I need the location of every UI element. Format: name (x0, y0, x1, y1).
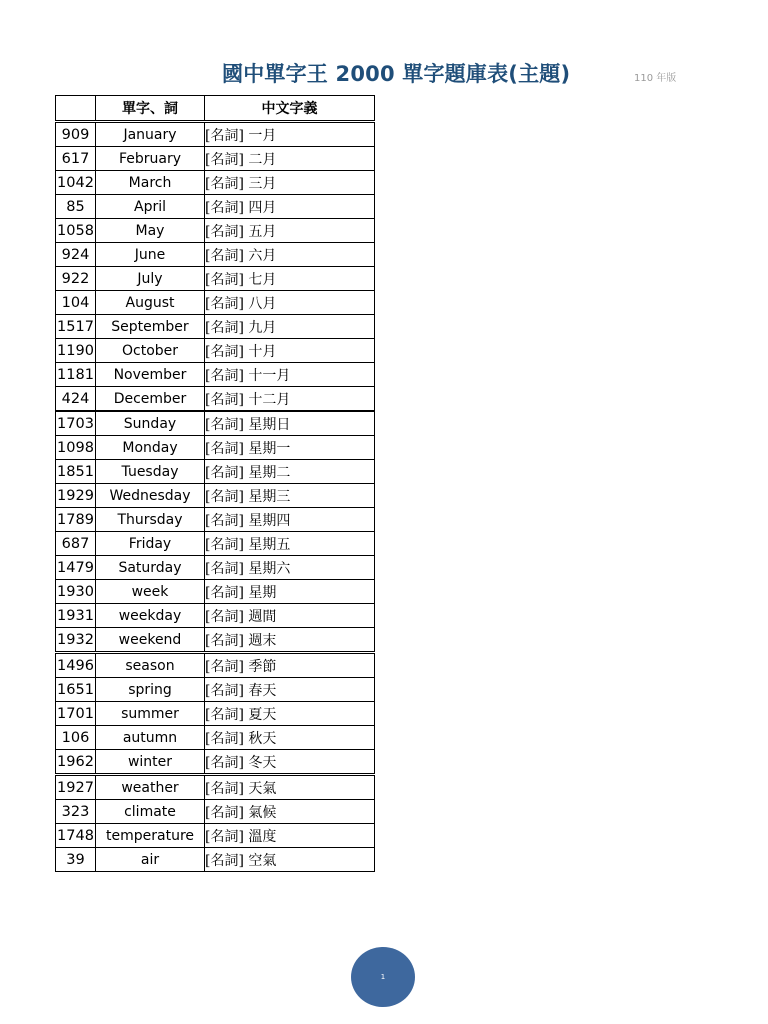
word-number-cell: 909 (56, 122, 96, 147)
header-meaning: 中文字義 (205, 96, 375, 122)
meaning-cell: [名詞] 週末 (205, 628, 375, 653)
word-number-cell: 1479 (56, 556, 96, 580)
word-cell: April (96, 195, 205, 219)
word-number-cell: 1930 (56, 580, 96, 604)
table-row (56, 411, 375, 436)
meaning-cell: [名詞] 十二月 (205, 387, 375, 412)
table-row (56, 824, 375, 848)
page-number-badge (351, 947, 415, 1007)
word-cell: season (96, 653, 205, 678)
meaning-cell: [名詞] 星期日 (205, 411, 375, 436)
meaning-cell: [名詞] 溫度 (205, 824, 375, 848)
table-row (56, 291, 375, 315)
table-row (56, 122, 375, 147)
word-cell: air (96, 848, 205, 872)
word-cell: Tuesday (96, 460, 205, 484)
table-row (56, 678, 375, 702)
table-row (56, 195, 375, 219)
meaning-cell: [名詞] 週間 (205, 604, 375, 628)
meaning-cell: [名詞] 三月 (205, 171, 375, 195)
word-cell: October (96, 339, 205, 363)
word-number-cell: 106 (56, 726, 96, 750)
word-number-cell: 1962 (56, 750, 96, 775)
word-cell: November (96, 363, 205, 387)
table-row (56, 580, 375, 604)
meaning-cell: [名詞] 夏天 (205, 702, 375, 726)
table-row (56, 460, 375, 484)
word-number-cell: 922 (56, 267, 96, 291)
table-row (56, 556, 375, 580)
table-row (56, 775, 375, 800)
meaning-cell: [名詞] 星期二 (205, 460, 375, 484)
meaning-cell: [名詞] 八月 (205, 291, 375, 315)
meaning-cell: [名詞] 氣候 (205, 800, 375, 824)
meaning-cell: [名詞] 冬天 (205, 750, 375, 775)
meaning-cell: [名詞] 星期四 (205, 508, 375, 532)
table-row (56, 750, 375, 775)
meaning-cell: [名詞] 十月 (205, 339, 375, 363)
meaning-cell: [名詞] 五月 (205, 219, 375, 243)
word-number-cell: 1929 (56, 484, 96, 508)
table-row (56, 604, 375, 628)
table-row (56, 848, 375, 872)
meaning-cell: [名詞] 一月 (205, 122, 375, 147)
table-row (56, 387, 375, 412)
table-row (56, 800, 375, 824)
word-cell: February (96, 147, 205, 171)
word-cell: Wednesday (96, 484, 205, 508)
table-row (56, 339, 375, 363)
word-cell: March (96, 171, 205, 195)
word-number-cell: 1789 (56, 508, 96, 532)
word-number-cell: 1703 (56, 411, 96, 436)
word-number-cell: 39 (56, 848, 96, 872)
word-cell: August (96, 291, 205, 315)
meaning-cell: [名詞] 春天 (205, 678, 375, 702)
word-cell: May (96, 219, 205, 243)
word-cell: climate (96, 800, 205, 824)
word-number-cell: 1496 (56, 653, 96, 678)
meaning-cell: [名詞] 七月 (205, 267, 375, 291)
word-cell: January (96, 122, 205, 147)
word-cell: June (96, 243, 205, 267)
page-title: 國中單字王 2000 單字題庫表(主題) (222, 62, 571, 86)
word-number-cell: 1190 (56, 339, 96, 363)
word-number-cell: 1042 (56, 171, 96, 195)
word-number-cell: 1851 (56, 460, 96, 484)
word-number-cell: 924 (56, 243, 96, 267)
word-number-cell: 1098 (56, 436, 96, 460)
table-row (56, 726, 375, 750)
word-number-cell: 1181 (56, 363, 96, 387)
word-number-cell: 617 (56, 147, 96, 171)
meaning-cell: [名詞] 四月 (205, 195, 375, 219)
meaning-cell: [名詞] 九月 (205, 315, 375, 339)
table-body (56, 122, 375, 872)
word-cell: Saturday (96, 556, 205, 580)
word-number-cell: 1701 (56, 702, 96, 726)
header-number (56, 96, 96, 122)
word-cell: Thursday (96, 508, 205, 532)
word-number-cell: 1058 (56, 219, 96, 243)
meaning-cell: [名詞] 二月 (205, 147, 375, 171)
table-row (56, 363, 375, 387)
meaning-cell: [名詞] 天氣 (205, 775, 375, 800)
table-row (56, 147, 375, 171)
table-row (56, 484, 375, 508)
word-number-cell: 687 (56, 532, 96, 556)
word-cell: weekend (96, 628, 205, 653)
table-row (56, 628, 375, 653)
word-number-cell: 85 (56, 195, 96, 219)
page-number: 1 (380, 973, 386, 981)
word-cell: weather (96, 775, 205, 800)
word-cell: temperature (96, 824, 205, 848)
vocabulary-table (55, 95, 375, 872)
word-cell: weekday (96, 604, 205, 628)
word-number-cell: 1931 (56, 604, 96, 628)
word-cell: September (96, 315, 205, 339)
table-row (56, 532, 375, 556)
word-cell: autumn (96, 726, 205, 750)
table-row (56, 171, 375, 195)
meaning-cell: [名詞] 星期三 (205, 484, 375, 508)
word-number-cell: 104 (56, 291, 96, 315)
meaning-cell: [名詞] 六月 (205, 243, 375, 267)
table-row (56, 243, 375, 267)
table-header-row (56, 96, 375, 122)
meaning-cell: [名詞] 星期五 (205, 532, 375, 556)
word-cell: December (96, 387, 205, 412)
word-cell: Monday (96, 436, 205, 460)
word-number-cell: 1651 (56, 678, 96, 702)
word-number-cell: 1927 (56, 775, 96, 800)
table-row (56, 219, 375, 243)
table-row (56, 267, 375, 291)
table-row (56, 702, 375, 726)
meaning-cell: [名詞] 空氣 (205, 848, 375, 872)
table-row (56, 436, 375, 460)
word-number-cell: 424 (56, 387, 96, 412)
table-row (56, 508, 375, 532)
word-number-cell: 1517 (56, 315, 96, 339)
word-cell: Friday (96, 532, 205, 556)
meaning-cell: [名詞] 季節 (205, 653, 375, 678)
table-row (56, 653, 375, 678)
meaning-cell: [名詞] 星期 (205, 580, 375, 604)
word-number-cell: 1748 (56, 824, 96, 848)
header-word: 單字、詞 (96, 96, 205, 122)
meaning-cell: [名詞] 星期一 (205, 436, 375, 460)
word-cell: spring (96, 678, 205, 702)
meaning-cell: [名詞] 秋天 (205, 726, 375, 750)
word-number-cell: 1932 (56, 628, 96, 653)
table-row (56, 315, 375, 339)
word-cell: winter (96, 750, 205, 775)
word-number-cell: 323 (56, 800, 96, 824)
word-cell: Sunday (96, 411, 205, 436)
meaning-cell: [名詞] 十一月 (205, 363, 375, 387)
word-cell: summer (96, 702, 205, 726)
word-cell: July (96, 267, 205, 291)
meaning-cell: [名詞] 星期六 (205, 556, 375, 580)
word-cell: week (96, 580, 205, 604)
edition-label: 110 年版 (634, 73, 677, 84)
